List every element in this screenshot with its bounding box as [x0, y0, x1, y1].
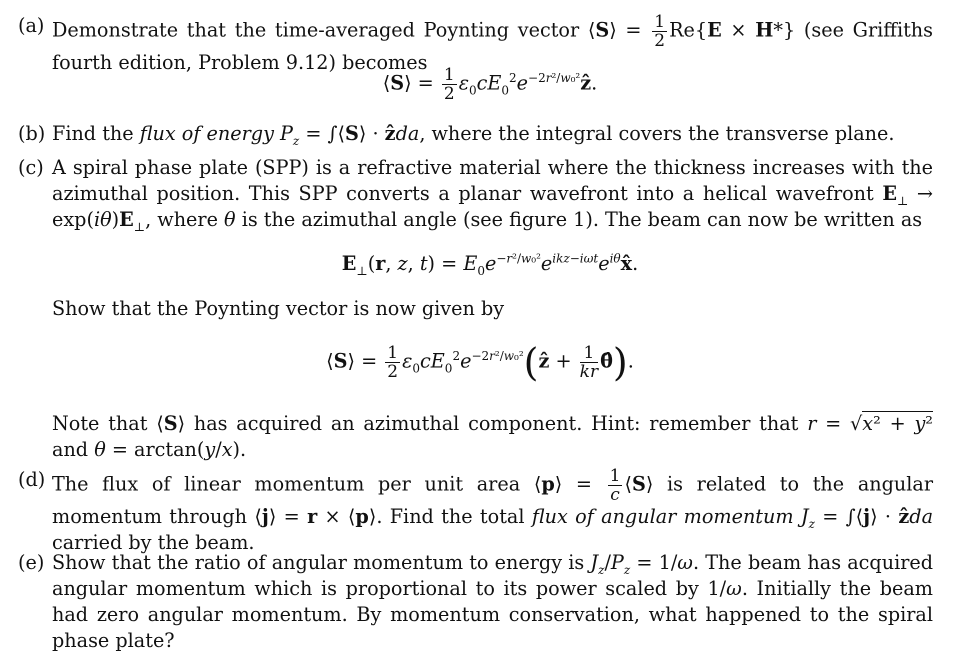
- part-a-label: (a): [18, 14, 45, 37]
- part-d-label: (d): [18, 468, 46, 491]
- part-c-text-3: Note that ⟨S⟩ has acquired an azimuthal component. Hint: remember that r = √x² + y² and θ = arctan(y/x).: [52, 412, 933, 461]
- part-e-text: Show that the ratio of angular momentum to energy is $J_z/P_z = 1/\omega$. The beam has acquired angular momentum which is proportional to its power scaled by 1/ω. Initially the beam had zero angular momentum. By momentum conservation, what happened to the spiral phase plate?: [52, 551, 934, 652]
- part-c-text: A spiral phase plate (SPP) is a refractive material where the thickness increases with the azimuthal position. This SPP converts a planar wavefront into a helical wavefront $E_\perp \to \exp(i\theta)E_\perp$, where θ is the azimuthal angle (see figure 1). The beam can now be written as: [52, 156, 933, 234]
- part-d: [18, 467, 933, 556]
- part-b: [18, 121, 933, 147]
- part-c-equation-2: ⟨S⟩ = $\frac{1}{2}$ $\varepsilon_0cE_0^2e^{-2r^2/w_0^2}(ẑ$ + $\frac{1}{kr}$ θ̂).: [326, 340, 634, 385]
- part-e: [18, 550, 933, 654]
- part-c-label: (c): [18, 156, 44, 179]
- part-a-equation: ⟨S⟩ = $\frac{1}{2}$ $\varepsilon_0cE_0^2e^{-2r^2/w_0^2}ẑ$.: [382, 65, 598, 104]
- part-b-label: (b): [18, 122, 46, 145]
- part-d-text: The flux of linear momentum per unit area ⟨p⟩ = $\frac{1}{c}$ ⟨S⟩ is related to the angular momentum through ⟨j⟩ = r × ⟨p⟩. Find the total flux of angular momentum $J_z$ = ∫⟨j⟩ · ẑda carried by the beam.: [52, 466, 934, 554]
- part-a-text: Demonstrate that the time-averaged Poynting vector ⟨S⟩ = $\frac{1}{2}$ Re{E × H*} (see Griffiths fourth edition, Problem 9.12) becomes: [52, 12, 933, 74]
- part-b-text: Find the flux of energy $P_z$ = ∫⟨S⟩ · ẑda, where the integral covers the transverse plane.: [52, 122, 895, 148]
- part-c-text-2: Show that the Poynting vector is now given by: [52, 297, 505, 320]
- part-c: [18, 155, 933, 233]
- part-c-equation-1: $E_\perp(r$, z, $t) = E_0e^{-r^2/w_0^2}e^{ikz-i\omega t}e^{i\theta}x̂$.: [341, 251, 639, 278]
- part-e-label: (e): [18, 551, 45, 574]
